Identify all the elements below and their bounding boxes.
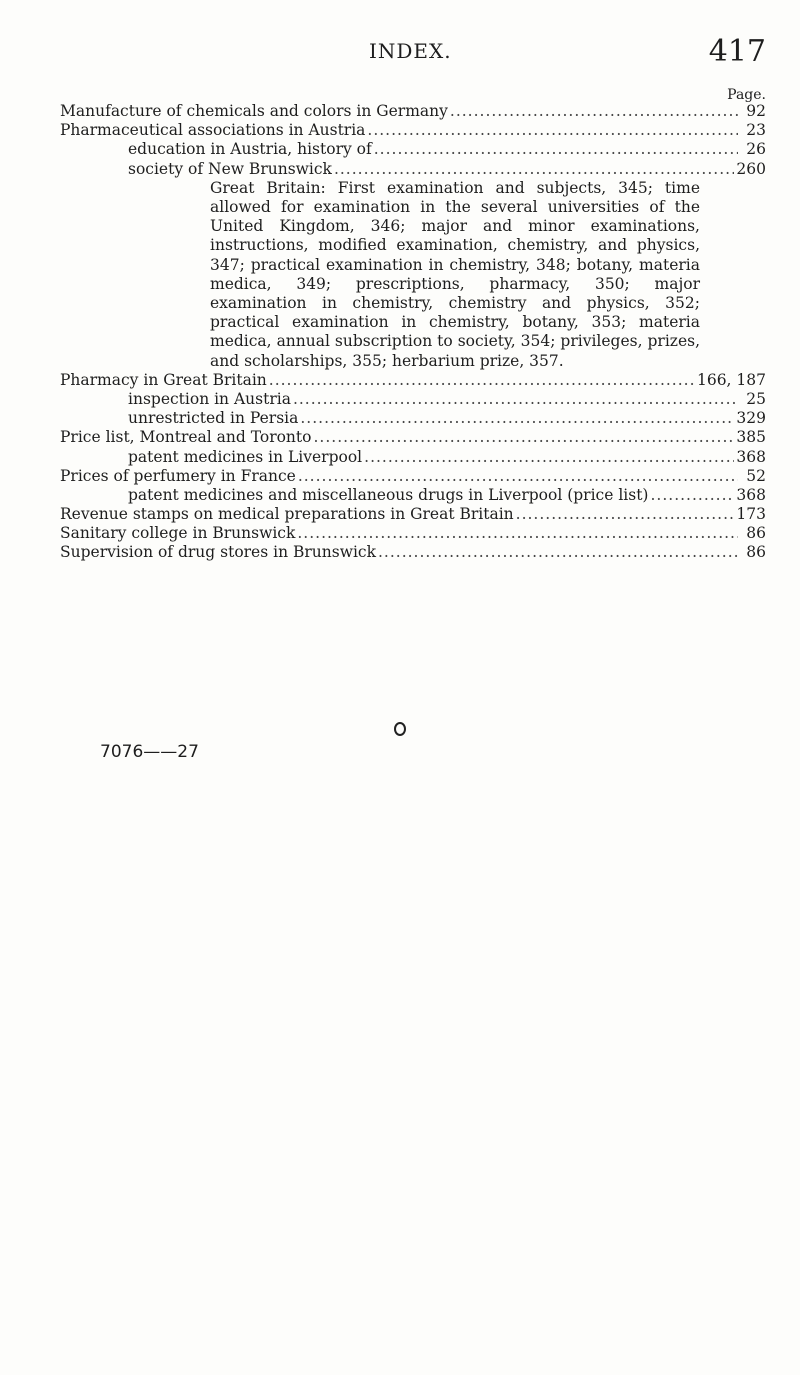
entry-label: Supervision of drug stores in Brunswick [60,543,376,562]
entry-label: Prices of perfumery in France [60,466,296,485]
entry-label: patent medicines and miscellaneous drugs in Liverpool (price list) [128,485,649,504]
entry-page: 25 [746,389,766,408]
leader-dots [650,486,734,505]
entry-page: 368 [736,485,766,504]
entry-page: 385 [736,428,766,447]
leader-dots [364,448,734,467]
page-column-label: Page. [727,87,766,103]
index-entry [60,543,766,562]
entry-page: 329 [736,409,766,428]
index-subentry [60,390,766,409]
printer-mark-icon [394,722,406,736]
leader-dots [450,102,738,121]
header-title: INDEX. [369,39,452,63]
index-entry [60,121,766,140]
leader-dots [313,428,734,447]
leader-dots [516,505,735,524]
index-entry [60,467,766,486]
entry-label: Price list, Montreal and Toronto [60,428,312,447]
index-entry [60,524,766,543]
leader-dots [297,524,738,543]
entry-label: Manufacture of chemicals and colors in Germany [60,102,448,120]
index-subentry [60,448,766,467]
entry-label: Pharmaceutical associations in Austria [60,121,366,140]
entry-label: patent medicines in Liverpool [128,447,363,466]
index-subentry [60,160,766,179]
index-subentry [60,409,766,428]
entry-label: inspection in Austria [128,389,291,408]
entry-label: society of New Brunswick [128,159,332,178]
entry-page: 166, 187 [696,370,766,389]
index-entry [60,428,766,447]
great-britain-subentry [60,179,700,371]
leader-dots [334,160,734,179]
entry-page: 173 [736,505,766,524]
leader-dots [269,371,695,390]
entry-page: 260 [736,159,766,178]
entry-page: 368 [736,447,766,466]
entry-page: 86 [746,543,766,562]
index-entry [60,505,766,524]
printer-signature: 7076——27 [100,742,199,762]
entry-label: Revenue stamps on medical preparations in Great Britain [60,505,514,524]
leader-dots [300,409,734,428]
leader-dots [374,140,738,159]
entry-page: 26 [746,140,766,159]
index-subentry [60,140,766,159]
index-subentry [60,486,766,505]
index-entry [60,371,766,390]
page-header [60,34,766,74]
header-page-number: 417 [708,34,766,69]
leader-dots [293,390,738,409]
entry-label: education in Austria, history of [128,140,372,159]
leader-dots [298,467,738,486]
leader-dots [367,121,738,140]
index-entries [60,102,766,563]
entry-page: 23 [746,121,766,140]
entry-page: 86 [746,524,766,543]
entry-page: 52 [746,466,766,485]
entry-label: Pharmacy in Great Britain [60,370,267,389]
entry-label: Sanitary college in Brunswick [60,524,296,543]
great-britain-text: Great Britain: First examination and subjects, 345; time allowed for examination in the several universities of the United Kingdom, 346; major and minor examinations, instructions, modified examination, chemistry, and physics, 347; practical examination in chemistry, 348; botany, materia medica, 349; prescriptions, pharmacy, 350; major examination in chemistry, chemistry and physics, 352; practical examination in chemistry, botany, 353; materia medica, annual subscription to society, 354; privileges, prizes, and scholarships, 355; herbarium prize, 357. [210,178,700,370]
entry-label: unrestricted in Persia [128,409,299,428]
entry-page: 92 [746,102,766,120]
index-entry [60,102,766,121]
leader-dots [378,543,738,562]
